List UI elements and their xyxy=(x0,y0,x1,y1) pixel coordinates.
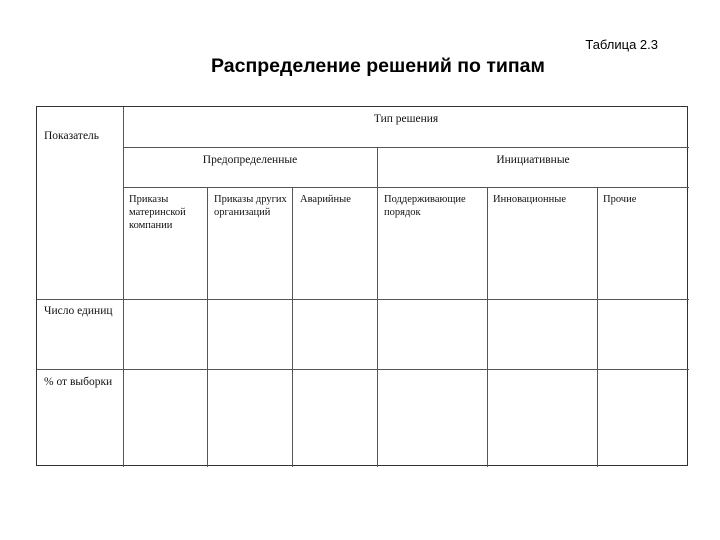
column-header-order-maintaining: Поддерживающие порядок xyxy=(384,194,466,218)
rule-after-col-5 xyxy=(597,187,598,467)
column-header-parent-company-orders: Приказы материнской компании xyxy=(129,194,186,231)
column-header-innovative: Инновационные xyxy=(493,194,566,205)
rule-after-col-1 xyxy=(207,187,208,467)
column-header-other: Прочие xyxy=(603,194,637,205)
row-label-sample-percent: % от выборки xyxy=(44,376,113,388)
indicator-header: Показатель xyxy=(44,130,100,142)
page-title: Распределение решений по типам xyxy=(211,55,545,77)
decision-type-header: Тип решения xyxy=(373,113,439,125)
rule-after-col-2 xyxy=(292,187,293,467)
rule-below-columns xyxy=(37,299,689,300)
column-header-other-org-orders: Приказы других организаций xyxy=(214,194,287,218)
rule-below-type-header xyxy=(123,147,689,148)
rule-below-row-1 xyxy=(37,369,689,370)
group-initiative-header: Инициативные xyxy=(496,154,570,166)
rule-after-col-4 xyxy=(487,187,488,467)
decision-distribution-table xyxy=(36,106,688,466)
group-predetermined-header: Предопределенные xyxy=(202,154,298,166)
rule-after-col-3 xyxy=(377,147,378,467)
column-header-emergency: Аварийные xyxy=(300,194,351,205)
row-label-unit-count: Число единиц xyxy=(44,305,113,317)
table-caption: Таблица 2.3 xyxy=(585,37,658,52)
